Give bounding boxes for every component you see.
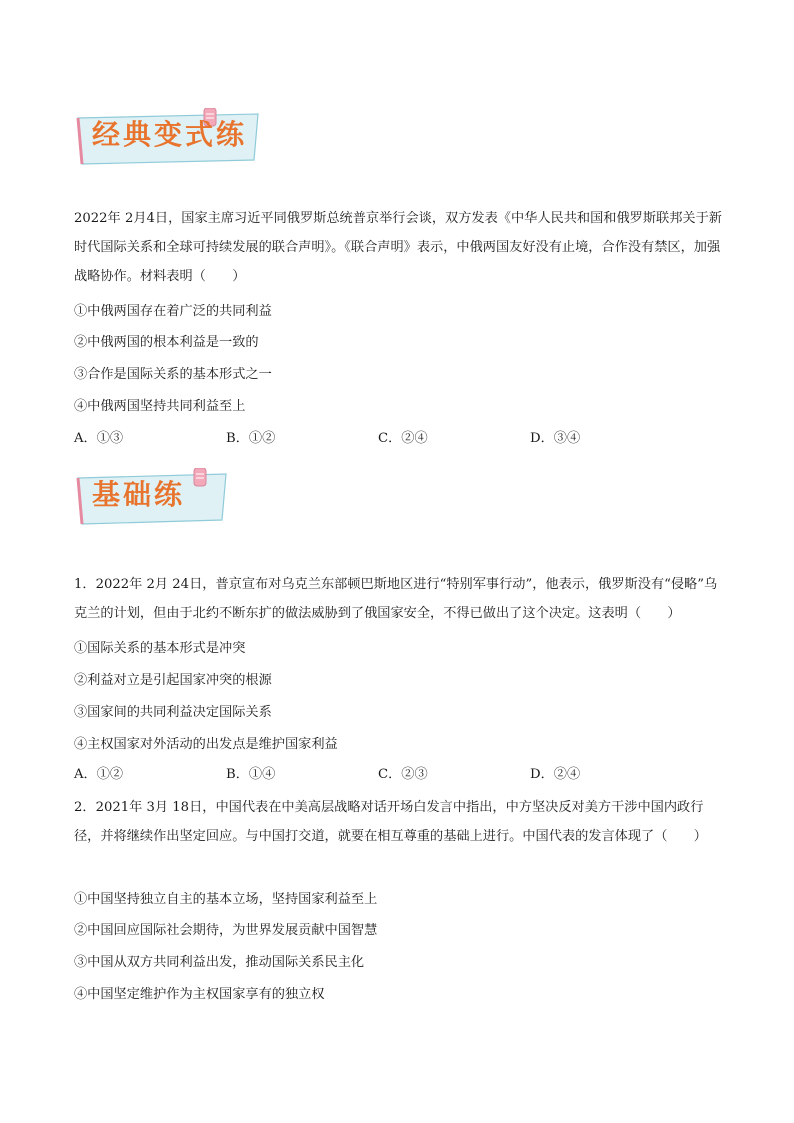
statement: ②中俄两国的根本利益是一致的 bbox=[74, 335, 259, 350]
statement: ②中国回应国际社会期待，为世界发展贡献中国智慧 bbox=[74, 923, 378, 938]
statement: ③国家间的共同利益决定国际关系 bbox=[74, 705, 272, 720]
question-stem: 2022年 2月4日，国家主席习近平同俄罗斯总统普京举行会谈，双方发表《中华人民共和国和俄罗斯联邦关于新时代国际关系和全球可持续发展的联合声明》。《联合声明》表示，中俄两国友好没有止境，合作没有禁区，加强战略协作。材料表明（ ） bbox=[74, 211, 722, 284]
section-title: 经典变式练 bbox=[92, 118, 248, 151]
statement: ④中俄两国坚持共同利益至上 bbox=[74, 399, 246, 414]
statement: ④主权国家对外活动的出发点是维护国家利益 bbox=[74, 737, 338, 752]
section-title: 基础练 bbox=[92, 478, 186, 511]
option-c: C．②③ bbox=[378, 767, 428, 782]
option-a: A．①② bbox=[74, 767, 124, 782]
statement: ①中国坚持独立自主的基本立场，坚持国家利益至上 bbox=[74, 892, 378, 907]
paper-clip-icon bbox=[194, 468, 206, 486]
statement: ④中国坚定维护作为主权国家享有的独立权 bbox=[74, 987, 325, 1002]
option-a: A．①③ bbox=[74, 431, 124, 446]
option-d: D．②④ bbox=[530, 767, 581, 782]
statement: ②利益对立是引起国家冲突的根源 bbox=[74, 673, 272, 688]
statement: ①国际关系的基本形式是冲突 bbox=[74, 641, 246, 656]
section-banner-basic bbox=[72, 468, 232, 524]
statement: ③中国从双方共同利益出发，推动国际关系民主化 bbox=[74, 955, 365, 970]
option-b: B．①② bbox=[226, 431, 276, 446]
option-b: B．①④ bbox=[226, 767, 276, 782]
question-stem: 1．2022年 2月 24日，普京宣布对乌克兰东部顿巴斯地区进行“特别军事行动”，他表示，俄罗斯没有“侵略”乌克兰的计划，但由于北约不断东扩的做法威胁到了俄国家安全，不得已做出了这个决定。这表明（ ） bbox=[74, 577, 718, 621]
section-banner-variant bbox=[72, 108, 264, 164]
statement: ①中俄两国存在着广泛的共同利益 bbox=[74, 304, 272, 319]
option-c: C．②④ bbox=[378, 431, 428, 446]
statement: ③合作是国际关系的基本形式之一 bbox=[74, 367, 272, 382]
answer-options bbox=[74, 765, 634, 785]
question-stem: 2．2021年 3月 18日，中国代表在中美高层战略对话开场白发言中指出，中方坚决反对美方干涉中国内政行径，并将继续作出坚定回应。与中国打交道，就要在相互尊重的基础上进行。中国代表的发言体现了（ ） bbox=[74, 800, 707, 844]
answer-options bbox=[74, 429, 634, 449]
option-d: D．③④ bbox=[530, 431, 581, 446]
